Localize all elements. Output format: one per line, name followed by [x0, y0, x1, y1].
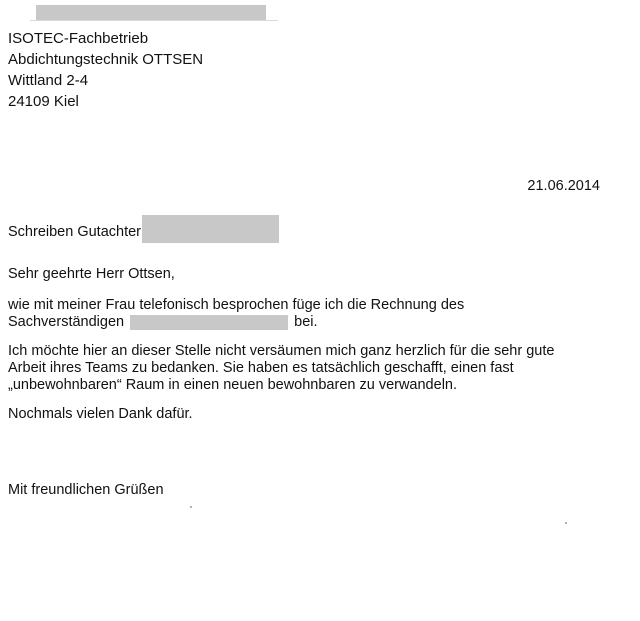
scan-speck — [190, 506, 192, 508]
paragraph2-line2: Arbeit ihres Teams zu bedanken. Sie haben es tatsächlich geschafft, einen fast — [8, 360, 514, 376]
redacted-expert-name-inline — [130, 315, 288, 330]
closing-greeting: Mit freundlichen Grüßen — [8, 482, 164, 498]
subject-line — [8, 221, 279, 243]
header-hairline — [30, 20, 278, 21]
paragraph1-suffix: bei. — [294, 314, 318, 330]
address-line-company: ISOTEC-Fachbetrieb — [8, 30, 149, 47]
address-line-city: 24109 Kiel — [8, 93, 79, 110]
paragraph1-line1: wie mit meiner Frau telefonisch besprochen füge ich die Rechnung des — [8, 297, 465, 313]
paragraph3: Nochmals vielen Dank dafür. — [8, 406, 193, 422]
paragraph2-line3: „unbewohnbaren“ Raum in einen neuen bewohnbaren zu verwandeln. — [8, 377, 458, 393]
paragraph2-line1: Ich möchte hier an dieser Stelle nicht versäumen mich ganz herzlich für die sehr gute — [8, 343, 555, 359]
redacted-expert-name — [142, 215, 279, 243]
subject-prefix: Schreiben Gutachter — [8, 223, 141, 240]
scan-speck — [565, 522, 567, 524]
paragraph1-prefix: Sachverständigen — [8, 314, 125, 330]
paragraph1-line2 — [8, 314, 318, 331]
letter-date: 21.06.2014 — [527, 178, 600, 194]
salutation: Sehr geehrte Herr Ottsen, — [8, 266, 175, 282]
redacted-header-block — [36, 5, 266, 20]
address-line-name: Abdichtungstechnik OTTSEN — [8, 51, 204, 68]
address-line-street: Wittland 2-4 — [8, 72, 89, 89]
